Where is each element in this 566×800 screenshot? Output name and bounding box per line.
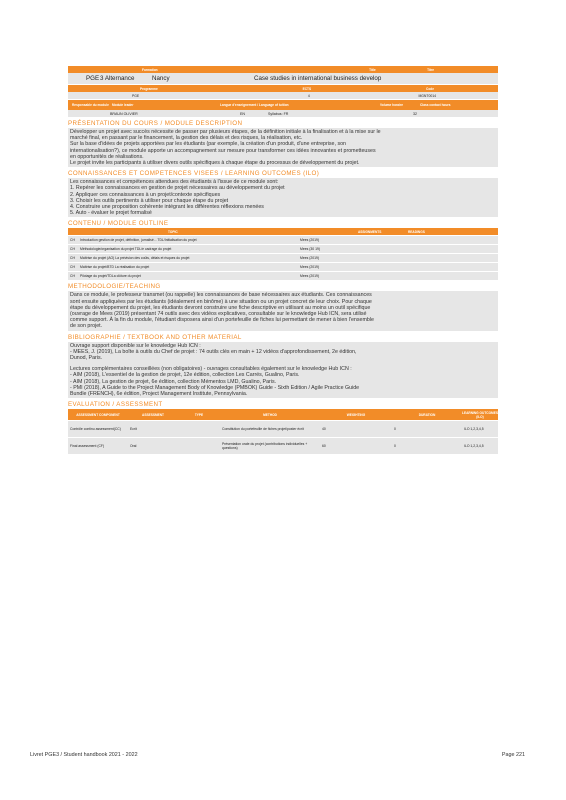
hours-value: 32 [413,111,417,116]
label-volume: Volume horaire [380,103,403,107]
eval-header-component: ASSESSMENT COMPONENT [76,412,120,417]
programme-value: PGE [132,93,140,98]
eval-cell-ilo: ILO 1,2,3,4,5 [464,444,484,449]
footer-left: Livret PGE3 / Student handbook 2021 - 2022 [30,752,138,758]
contenu-topic: Introduction gestion de projet, définition, jurnalisé... TDL/Initialisation du projet [80,238,197,243]
eval-cell-duration: 0 [394,427,396,432]
bibliography-line: Dunod, Paris. [70,355,103,362]
contenu-assignment: Mees (2019) [300,265,320,270]
presentation-line: Développer un projet avec succès nécessite de passer par plusieurs étapes, de la définition initiale à la finalisation et à la mise sur le [70,129,381,135]
evaluation-rows [68,421,498,454]
eval-cell-method: Constitution du portefeuille de fiches projet/poster écrit [222,427,304,432]
contenu-ch: CH [70,274,75,279]
header-row-3-values [68,110,498,117]
learning-outcome-item: 1. Repérer les connaissances en gestion de projet nécessaires au développement du projet [70,185,285,192]
eval-cell-weighting: 40 [322,427,326,432]
syllabus-value: Syllabus: FR [268,111,289,116]
contenu-rows [68,236,498,280]
eval-header-type: TYPE [194,412,204,417]
learning-outcome-item: 4. Construire une proposition cohérente intégrant les différentes réflexions menées [70,204,264,211]
contenu-title: CONTENU / MODULE OUTLINE [68,220,169,228]
presentation-line: marché final, en passant par le financement, la gestion des délais et des risques, la réalisation, etc. [70,135,303,142]
label-responsable: Responsable du module [72,103,109,107]
contenu-header-assignments: ASSIGNMENTS [358,229,382,234]
label-module-leader: Module leader [112,103,134,107]
bibliography-line: - AIM (2018), L'essentiel de la gestion de projet, 12e édition, collection Les Carrés, Gualino, Paris. [70,372,300,379]
evaluation-header-row [68,409,498,420]
contenu-header-readings: READINGS [408,229,425,234]
contenu-ch: CH [70,256,75,261]
learning-outcome-item: 2. Appliquer ces connaissances à un projet/contexte spécifiques [70,191,221,198]
page-footer [30,752,525,758]
eval-cell-duration: 0 [394,444,396,449]
eval-cell-component: Final assessment (CF) [70,444,105,449]
label-formation: Formation [142,67,158,72]
presentation-title: PRÉSENTATION DU COURS / MODULE DESCRIPTION [68,120,243,127]
label-code: Code [426,86,434,91]
contenu-assignment: Mees (30 19) [300,247,320,252]
bibliography-line: Ouvrage support disponible sur le knowledge Hub ICN : [70,342,201,349]
contenu-assignment: Mees (2019) [300,274,320,279]
contenu-topic: Maîtrise du projet/BTD La réalisation du projet [80,265,150,270]
contenu-header-row [68,228,498,235]
learning-outcomes-title: CONNAISSANCES ET COMPETENCES VISEES / LEARNING OUTCOMES (ILO) [68,170,320,178]
bibliography-line: - MEES, J. (2019), La boîte à outils du Chef de projet : 74 outils clés en main + 12 vidéos d'approfondissement, 2e édition, [70,348,357,355]
header-row-1-values [68,73,498,84]
learning-outcome-item: 5. Auto - évaluer le projet formalisé [70,210,152,217]
footer-page-number: Page 221 [501,752,525,758]
header-row-2-labels [68,85,498,92]
eval-cell-component: Contrôle continu assessment(CC) [70,427,121,432]
methodology-line: comme support. À la fin du module, l'étudiant disposera ainsi d'un portefeuille de fiches lui permettant de mener à bien l'ensemble [70,317,374,324]
methodology-line: sont ensuite appliquées par les étudiants (idéalement en binôme) à une situation ou un projet concret de leur choix. Pour chaque [70,298,372,305]
contenu-row [68,236,498,244]
eval-header-weighting: WEIGHTING [346,412,366,417]
campus-value: Nancy [152,75,170,82]
methodology-title: METHODOLOGIE/TEACHING [68,283,161,291]
methodology-line: de son projet. [70,323,103,330]
header-row-1-labels [68,66,498,73]
leader-value: BRAUN OLIVIER [110,111,138,116]
pge3-value: 3 Alternance [100,75,135,82]
contenu-assignment: Mees (2019) [300,256,320,261]
presentation-line: en opportunités de réalisations. [70,153,144,160]
eval-header-method: METHOD [263,412,277,417]
evaluation-title: EVALUATION / ASSESSMENT [68,401,163,409]
methodology-line: (ouvrage de Mees (2019) présentant 74 outils avec des vidéos explicatives, consultable sur le knowledge Hub ICN, sera utilisé [70,311,367,318]
eval-cell-ilo: ILO 1,2,3,4,5 [464,427,484,432]
methodology-line: Dans ce module, le professeur transmet (ou rappelle) les connaissances de base nécessaires aux étudiants. Ces connaissances [70,292,372,299]
code-value: MGNT0014 [418,93,436,98]
eval-cell-type [178,428,220,430]
contenu-topic: Méthodologie/organisation du projet TDL/e cadrage du projet [80,247,172,252]
bibliography-line: Bundle (FRENCH), 6e édition, Project Management Institute, Pennsylvania. [70,391,248,398]
contenu-row [68,263,498,271]
eval-header-assessment: ASSESSMENT [142,412,164,417]
contenu-row [68,254,498,262]
eval-cell-assessment: Oral [130,444,137,449]
presentation-text [68,128,498,167]
learning-outcomes-intro: Les connaissances et compétences attendues des étudiants à l'issue de ce module sont: [70,179,279,186]
eval-cell-assessment: Ecrit [130,427,137,432]
ects-value: 4 [307,93,310,98]
bibliography-line: - PMI (2018), A Guide to the Project Management Body of Knowledge (PMBOK) Guide - Sixth Edition / Agile Practice Guide [70,384,360,391]
eval-header-duration: DURATION [418,412,436,417]
methodology-line: étape du développement du projet, les étudiants devront construire une fiche descriptive en utilisant au moins un outil spécifique [70,304,371,311]
bibliography-title: BIBLIOGRAPHIE / TEXTBOOK AND OTHER MATERIAL [68,333,242,341]
header-row-3-labels [68,100,498,110]
syllabus-page [68,66,498,454]
label-programme: Programme [140,86,158,91]
learning-outcomes-text [68,178,498,217]
contenu-row [68,272,498,280]
label-ects: ECTS [302,86,312,91]
contenu-ch: CH [70,238,75,243]
presentation-line: Sur la base d'idées de projets apportées par les étudiants (par exemple, la création d'un produit, d'une entreprise, son [70,141,346,148]
label-langue: Langue d'enseignement / Language of tuition [220,103,289,107]
learning-outcome-item: 3. Choisir les outils pertinents à utiliser pour chaque étape du projet [70,197,229,204]
evaluation-row [68,421,498,437]
language-value: EN [240,111,245,116]
contenu-assignment: Mees (2019) [300,238,320,243]
eval-cell-type [178,445,220,447]
presentation-line: Le projet invite les participants à utiliser divers outils spécifiques à chaque étape du processus de développement du projet. [70,160,360,167]
eval-cell-weighting: 60 [322,444,326,449]
header-row-2-values [68,92,498,99]
label-class-contact: Class contact hours [420,103,451,107]
eval-cell-method: Présentation orale du projet (contributions individuelles + questions) [222,442,308,451]
label-titre: Titre [427,67,434,72]
methodology-text [68,291,498,330]
eval-header-ilo: LEARNING OUTCOMES (ILO) [462,410,498,419]
bibliography-text [68,342,498,399]
contenu-header-topic: TOPIC [168,229,178,234]
contenu-topic: Pilotage du projet/TDLa clôture du projet [80,274,141,279]
contenu-ch: CH [70,265,75,270]
label-title: Title [369,67,376,72]
bibliography-line: Lectures complémentaires conseillées (non obligatoires) - ouvrages consultables également sur le knowledge Hub ICN : [70,366,352,373]
contenu-topic: Maîtrise du projet (AO) La prévision des coûts, délais et risques du projet [80,256,190,261]
contenu-row [68,245,498,253]
contenu-ch: CH [70,247,75,252]
bibliography-line: - AIM (2018), La gestion de projet, 6e édition, collection Mémentos LMD, Gualino, Paris. [70,378,277,385]
presentation-line: internationalisation?), ce module apporte un accompagnement sur mesure pour transformer ces idées innovantes et prometteuses [70,147,376,154]
course-title-value: Case studies in international business develop [254,75,382,82]
evaluation-row [68,438,498,454]
program-value: PGE [86,75,100,82]
